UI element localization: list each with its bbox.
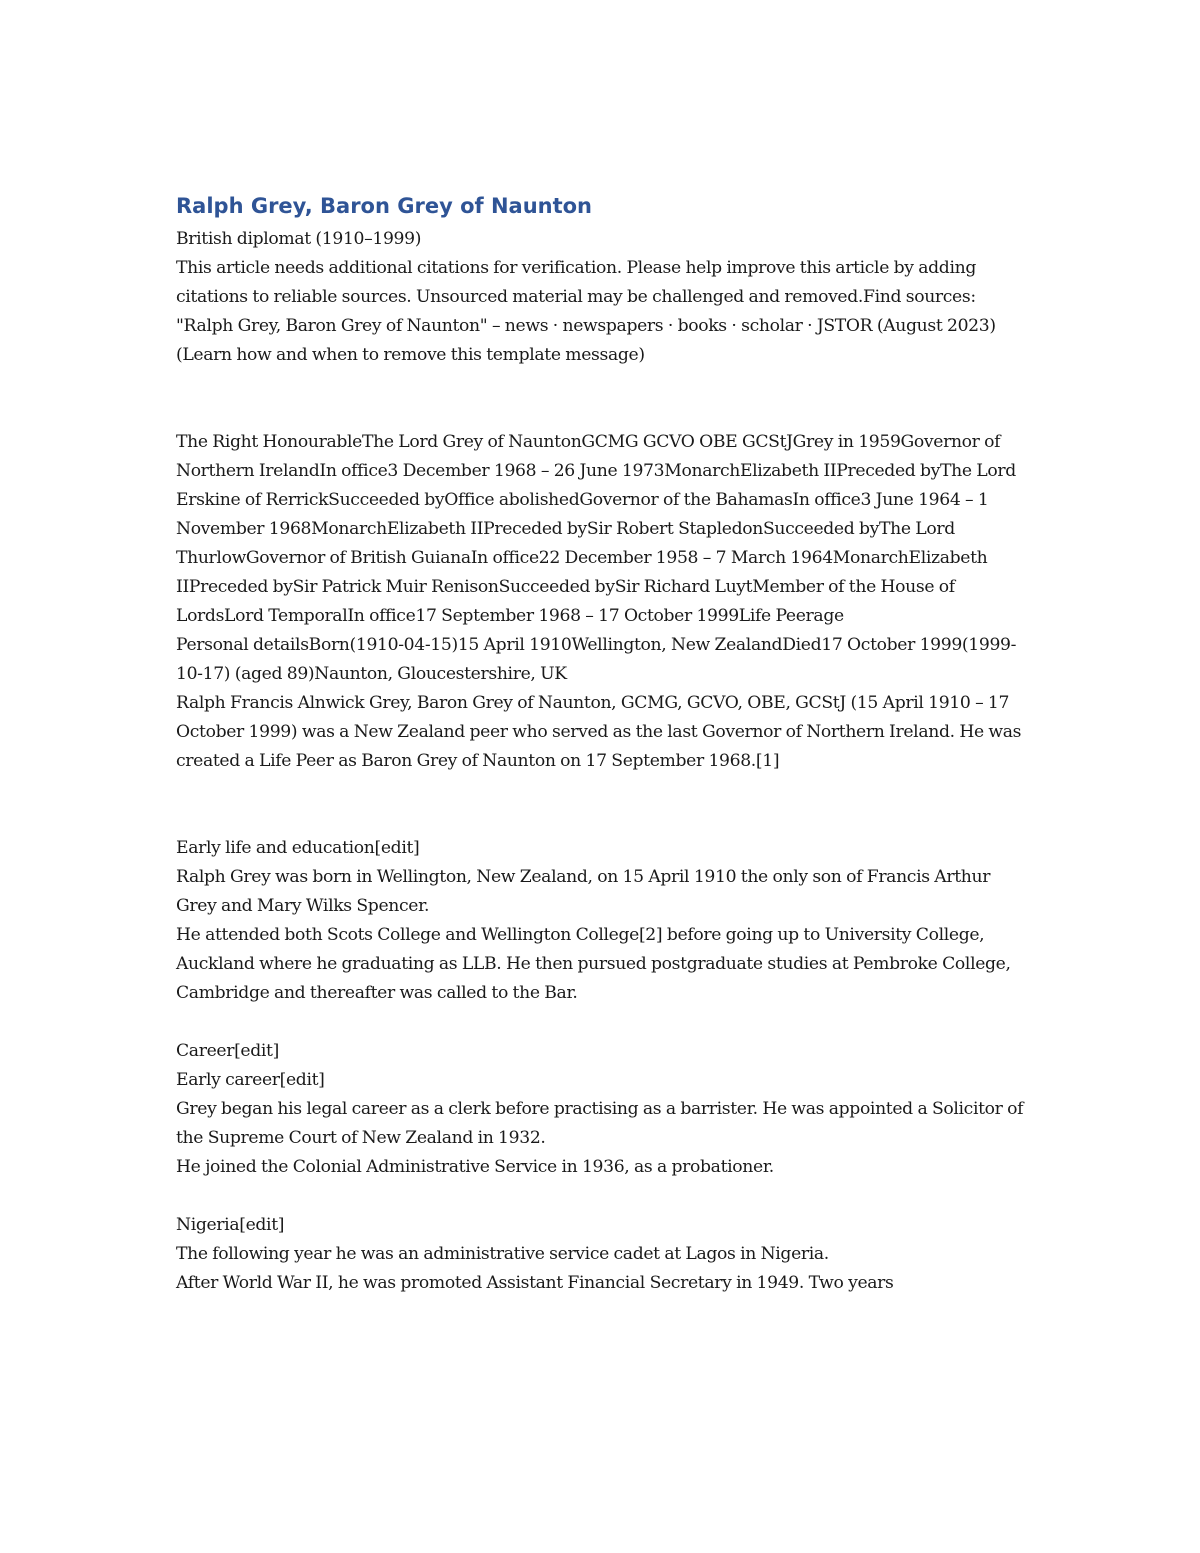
subtitle: British diplomat (1910–1999) xyxy=(176,229,422,249)
document-body xyxy=(176,189,1026,1298)
subsection-heading-nigeria: Nigeria[edit] xyxy=(176,1215,285,1235)
early-life-paragraph-2: He attended both Scots College and Wellington College[2] before going up to University College, Auckland where he graduating as LLB. He then pursued postgraduate studies at Pembroke College, Cambridge and thereafter was called to the Bar. xyxy=(176,925,1011,1003)
early-career-paragraph-2: He joined the Colonial Administrative Service in 1936, as a probationer. xyxy=(176,1157,774,1177)
section-heading-career: Career[edit] xyxy=(176,1041,279,1061)
section-heading-early-life: Early life and education[edit] xyxy=(176,838,420,858)
spacer xyxy=(176,1182,1026,1211)
spacer xyxy=(176,370,1026,428)
infobox-text: The Right HonourableThe Lord Grey of NauntonGCMG GCVO OBE GCStJGrey in 1959Governor of Northern IrelandIn office3 December 1968 – 26 June 1973MonarchElizabeth IIPreceded byThe Lord Erskine of RerrickSucceeded byOffice abolishedGovernor of the BahamasIn office3 June 1964 – 1 November 1968MonarchElizabeth IIPreceded bySir Robert StapledonSucceeded byThe Lord ThurlowGovernor of British GuianaIn office22 December 1958 – 7 March 1964MonarchElizabeth IIPreceded bySir Patrick Muir RenisonSucceeded bySir Richard LuytMember of the House of LordsLord TemporalIn office17 September 1968 – 17 October 1999Life Peerage xyxy=(176,432,1016,626)
early-life-paragraph-1: Ralph Grey was born in Wellington, New Zealand, on 15 April 1910 the only son of Francis Arthur Grey and Mary Wilks Spencer. xyxy=(176,867,991,916)
nigeria-paragraph-2: After World War II, he was promoted Assistant Financial Secretary in 1949. Two years xyxy=(176,1273,894,1293)
intro-paragraph: Ralph Francis Alnwick Grey, Baron Grey of Naunton, GCMG, GCVO, OBE, GCStJ (15 April 1910 – 17 October 1999) was a New Zealand peer who served as the last Governor of Northern Ireland. He was created a Life Peer as Baron Grey of Naunton on 17 September 1968.[1] xyxy=(176,693,1022,771)
page-title: Ralph Grey, Baron Grey of Naunton xyxy=(176,194,593,218)
early-career-paragraph-1: Grey began his legal career as a clerk before practising as a barrister. He was appointed a Solicitor of the Supreme Court of New Zealand in 1932. xyxy=(176,1099,1024,1148)
spacer xyxy=(176,776,1026,834)
subsection-heading-early-career: Early career[edit] xyxy=(176,1070,325,1090)
nigeria-paragraph-1: The following year he was an administrative service cadet at Lagos in Nigeria. xyxy=(176,1244,829,1264)
personal-details: Personal detailsBorn(1910-04-15)15 April 1910Wellington, New ZealandDied17 October 1999(1999-10-17) (aged 89)Naunton, Gloucestershire, UK xyxy=(176,635,1017,684)
spacer xyxy=(176,1008,1026,1037)
citation-notice: This article needs additional citations for verification. Please help improve this article by adding citations to reliable sources. Unsourced material may be challenged and removed.Find sources: "Ralph Grey, Baron Grey of Naunton" – news · newspapers · books · scholar · JSTOR (August 2023) (Learn how and when to remove this template message) xyxy=(176,258,996,365)
